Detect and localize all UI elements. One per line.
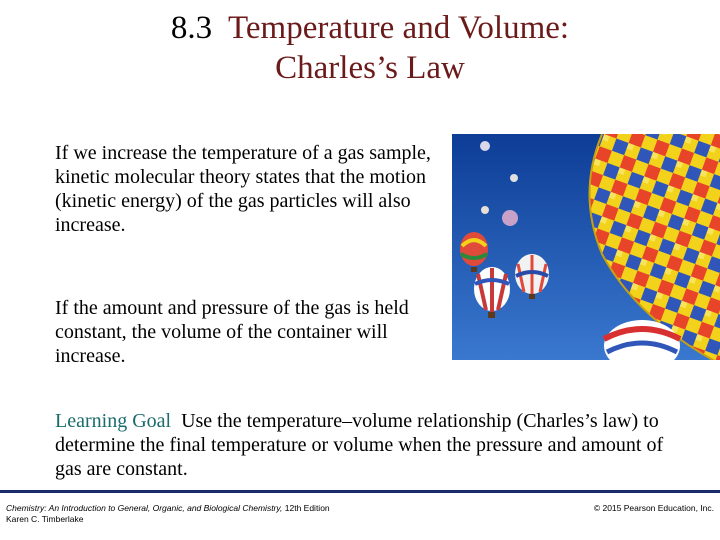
distant-balloon bbox=[480, 141, 490, 151]
paragraph-kinetic-theory: If we increase the temperature of a gas sample, kinetic molecular theory states that the motion (kinetic energy) of the gas particles will also increase. bbox=[55, 142, 431, 236]
title-text-1: Temperature and Volume: bbox=[228, 10, 570, 46]
footer-citation bbox=[6, 503, 426, 525]
footer-copyright: © 2015 Pearson Education, Inc. bbox=[593, 503, 714, 513]
title-line-1 bbox=[90, 8, 650, 48]
learning-goal-text: Use the temperature–volume relationship (Charles’s law) to determine the final temperature or volume when the pressure and amount of gas are constant. bbox=[55, 410, 664, 480]
distant-balloon bbox=[510, 174, 518, 182]
learning-goal-label: Learning Goal bbox=[55, 410, 172, 432]
paragraph-constant-conditions: If the amount and pressure of the gas is held constant, the volume of the container will increase. bbox=[55, 297, 409, 367]
footer-book-title: Chemistry: An Introduction to General, Organic, and Biological Chemistry, bbox=[6, 503, 283, 513]
footer-author: Karen C. Timberlake bbox=[6, 514, 84, 524]
slide-title bbox=[90, 8, 650, 88]
section-number: 8.3 bbox=[170, 10, 213, 46]
title-line-2: Charles’s Law bbox=[275, 50, 465, 86]
distant-balloon bbox=[481, 206, 489, 214]
hot-air-balloons-photo bbox=[452, 134, 720, 360]
distant-balloon bbox=[502, 210, 518, 226]
footer-rule bbox=[0, 490, 720, 493]
footer-book-line bbox=[6, 503, 426, 514]
footer-edition: 12th Edition bbox=[284, 503, 330, 513]
learning-goal bbox=[55, 409, 675, 481]
